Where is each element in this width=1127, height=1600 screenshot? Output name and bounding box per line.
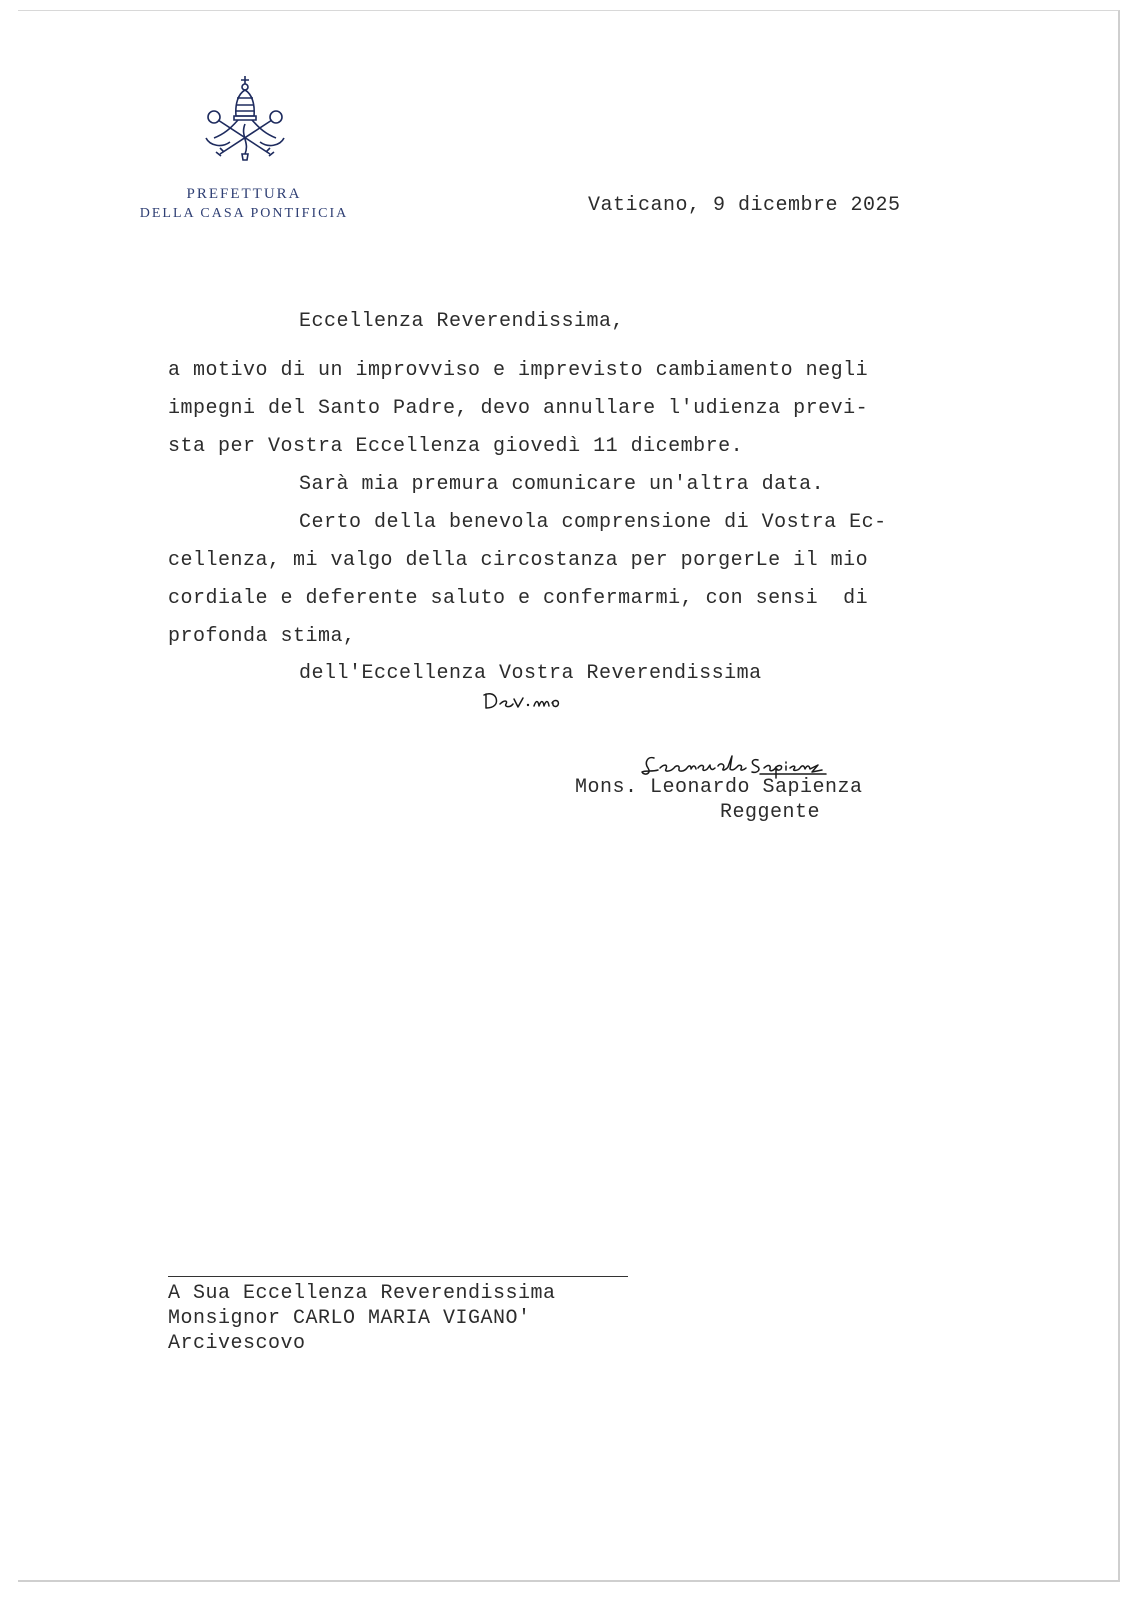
signatory-title: Reggente	[720, 801, 821, 824]
body-line: Certo della benevola comprensione di Vostra Ec-	[299, 511, 887, 534]
letterhead	[96, 184, 392, 224]
body-line: a motivo di un improvviso e imprevisto cambiamento negli	[168, 359, 869, 382]
body-line: cellenza, mi valgo della circostanza per porgerLe il mio	[168, 549, 869, 572]
body-line: sta per Vostra Eccellenza giovedì 11 dicembre.	[168, 435, 744, 458]
body-line: profonda stima,	[168, 625, 356, 648]
body-line: Sarà mia premura comunicare un'altra data.	[299, 473, 825, 496]
body-line: impegni del Santo Padre, devo annullare l'udienza previ-	[168, 397, 869, 420]
addressee-line3: Arcivescovo	[168, 1332, 306, 1355]
closing-line: dell'Eccellenza Vostra Reverendissima	[299, 662, 762, 685]
papal-crest-icon	[200, 74, 290, 164]
addressee-divider	[168, 1276, 628, 1277]
handwritten-devmo-signature	[480, 688, 570, 714]
addressee-line1: A Sua Eccellenza Reverendissima	[168, 1282, 556, 1305]
letter-date: Vaticano, 9 dicembre 2025	[588, 194, 901, 217]
salutation: Eccellenza Reverendissima,	[299, 310, 625, 333]
signatory-name: Mons. Leonardo Sapienza	[575, 776, 863, 799]
letterhead-line2: DELLA CASA PONTIFICIA	[139, 206, 349, 221]
addressee-line2: Monsignor CARLO MARIA VIGANO'	[168, 1307, 531, 1330]
letterhead-line1: PREFETTURA	[186, 186, 302, 202]
body-line: cordiale e deferente saluto e confermarmi, con sensi di	[168, 587, 869, 610]
